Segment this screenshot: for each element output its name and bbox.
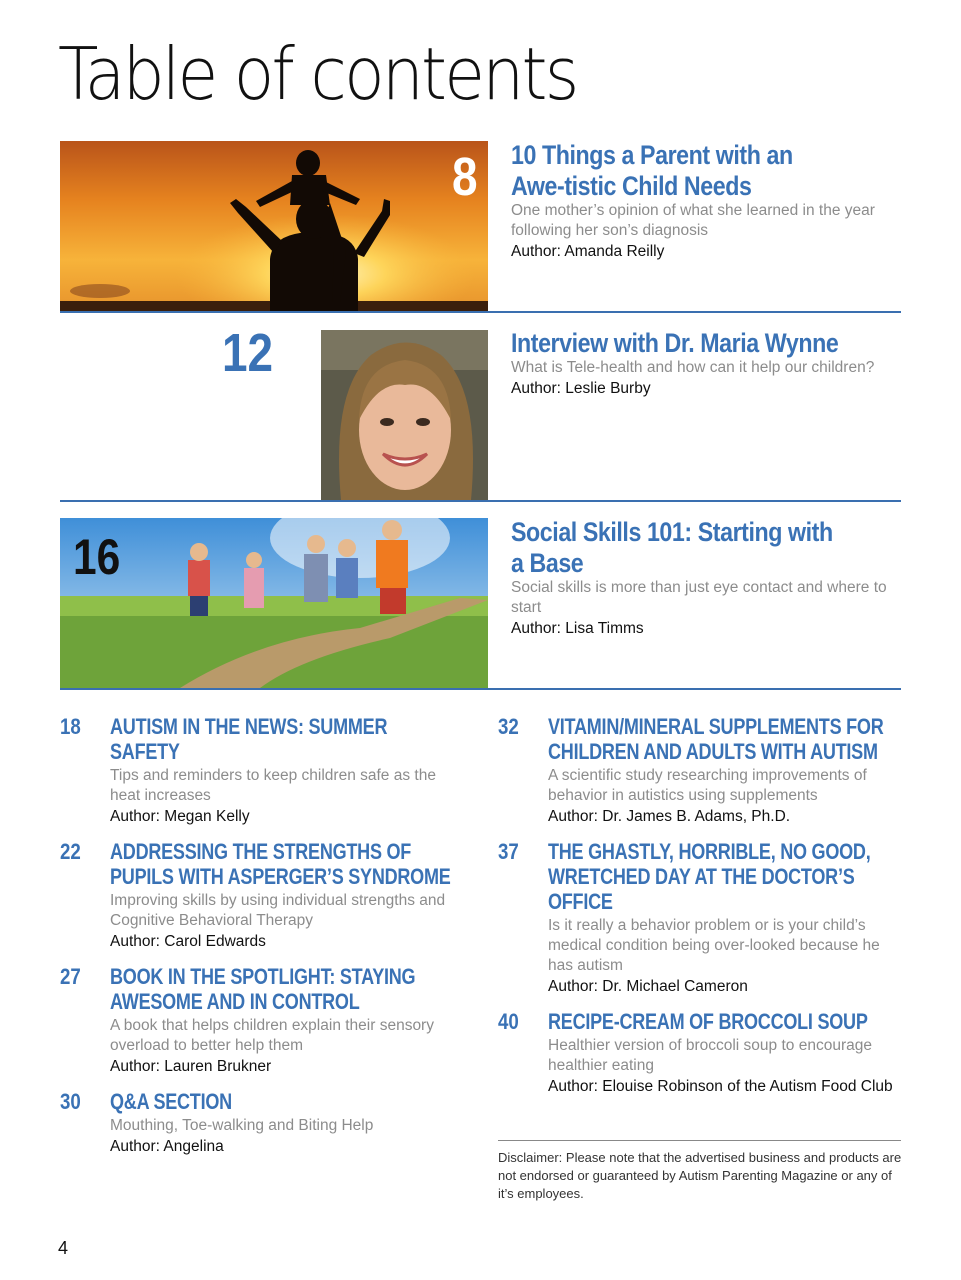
toc-page-number: 18 xyxy=(60,714,81,739)
toc-item[interactable] xyxy=(60,714,470,827)
toc-description: Is it really a behavior problem or is your child’s medical condition being over-looked because he has autism xyxy=(548,917,880,974)
feature-description: What is Tele-health and how can it help our children? xyxy=(511,359,875,376)
toc-title[interactable]: Q&A SECTION xyxy=(110,1089,232,1114)
toc-page-number: 27 xyxy=(60,964,81,989)
feature-description: Social skills is more than just eye contact and where to start xyxy=(511,579,887,616)
feature-description: One mother’s opinion of what she learned in the year following her son’s diagnosis xyxy=(511,202,875,239)
toc-author: Author: Carol Edwards xyxy=(110,933,266,950)
feature-page-number: 8 xyxy=(452,147,478,207)
toc-page-number: 30 xyxy=(60,1089,81,1114)
feature-title[interactable]: Social Skills 101: Starting with a Base xyxy=(511,517,833,578)
page-number: 4 xyxy=(58,1238,69,1258)
toc-author: Author: Dr. Michael Cameron xyxy=(548,978,748,995)
toc-author: Author: Elouise Robinson of the Autism Food Club xyxy=(548,1078,893,1095)
toc-title[interactable]: THE GHASTLY, HORRIBLE, NO GOOD, WRETCHED DAY AT THE DOCTOR’S OFFICE xyxy=(548,839,871,914)
sunset-parent-child-photo xyxy=(60,141,488,311)
toc-title[interactable]: AUTISM IN THE NEWS: SUMMER SAFETY xyxy=(110,714,388,764)
toc-item[interactable] xyxy=(60,839,470,952)
disclaimer-text: Disclaimer: Please note that the advertised business and products are not endorsed or guaranteed by Autism Parenting Magazine or any of it’s employees. xyxy=(498,1150,902,1201)
feature-title[interactable]: 10 Things a Parent with an Awe-tistic Child Needs xyxy=(511,140,793,201)
children-running-field-photo xyxy=(60,518,488,688)
feature-page-number: 16 xyxy=(73,529,121,585)
disclaimer-divider xyxy=(498,1140,901,1141)
field-illustration xyxy=(60,518,488,688)
toc-item[interactable] xyxy=(498,714,903,827)
toc-item[interactable] xyxy=(60,1089,470,1157)
toc-author: Author: Megan Kelly xyxy=(110,808,250,825)
toc-left-column xyxy=(60,714,470,1169)
woman-portrait-photo xyxy=(321,330,488,500)
toc-author: Author: Lauren Brukner xyxy=(110,1058,272,1075)
toc-description: A scientific study researching improvements of behavior in autistics using supplements xyxy=(548,767,867,804)
feature-author: Author: Leslie Burby xyxy=(511,380,651,397)
toc-description: Tips and reminders to keep children safe as the heat increases xyxy=(110,767,436,804)
portrait-illustration xyxy=(321,330,488,500)
toc-title[interactable]: VITAMIN/MINERAL SUPPLEMENTS FOR CHILDREN AND ADULTS WITH AUTISM xyxy=(548,714,884,764)
section-divider xyxy=(60,688,901,690)
feature-page-number: 12 xyxy=(222,323,274,383)
toc-item[interactable] xyxy=(60,964,470,1077)
section-divider xyxy=(60,500,901,502)
toc-description: A book that helps children explain their sensory overload to better help them xyxy=(110,1017,434,1054)
toc-item[interactable] xyxy=(498,839,903,997)
section-divider xyxy=(60,311,901,313)
toc-right-column xyxy=(498,714,903,1109)
toc-page-number: 32 xyxy=(498,714,519,739)
toc-description: Mouthing, Toe-walking and Biting Help xyxy=(110,1117,374,1134)
toc-description: Healthier version of broccoli soup to encourage healthier eating xyxy=(548,1037,872,1074)
toc-author: Author: Angelina xyxy=(110,1138,224,1155)
toc-title[interactable]: BOOK IN THE SPOTLIGHT: STAYING AWESOME AND IN CONTROL xyxy=(110,964,416,1014)
toc-page-number: 22 xyxy=(60,839,81,864)
toc-page-number: 37 xyxy=(498,839,519,864)
feature-author: Author: Amanda Reilly xyxy=(511,243,665,260)
toc-description: Improving skills by using individual strengths and Cognitive Behavioral Therapy xyxy=(110,892,446,929)
toc-title[interactable]: RECIPE-CREAM OF BROCCOLI SOUP xyxy=(548,1009,868,1034)
toc-item[interactable] xyxy=(498,1009,903,1097)
feature-author: Author: Lisa Timms xyxy=(511,620,644,637)
toc-page-number: 40 xyxy=(498,1009,519,1034)
toc-title[interactable]: ADDRESSING THE STRENGTHS OF PUPILS WITH ASPERGER’S SYNDROME xyxy=(110,839,451,889)
toc-author: Author: Dr. James B. Adams, Ph.D. xyxy=(548,808,791,825)
sunset-illustration xyxy=(60,141,488,311)
feature-title[interactable]: Interview with Dr. Maria Wynne xyxy=(511,328,839,358)
page-title: Table of contents xyxy=(58,32,577,116)
